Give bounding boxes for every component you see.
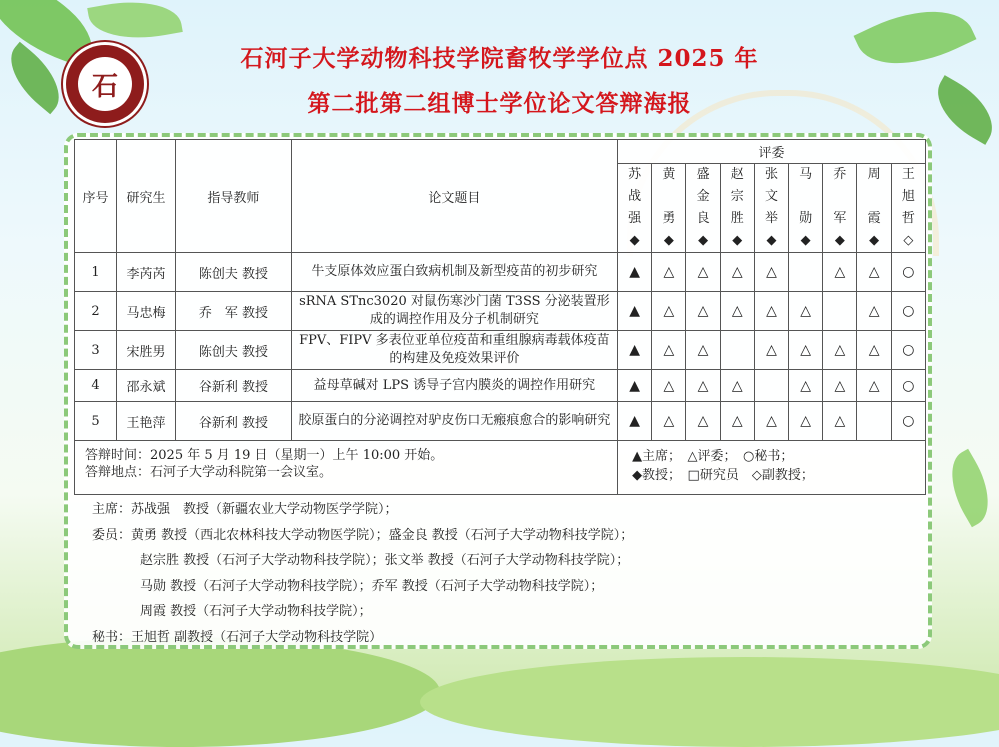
judge-title-mark: ◆ bbox=[629, 233, 640, 248]
committee-members-2: 赵宗胜 教授（石河子大学动物科技学院）；张文举 教授（石河子大学动物科技学院）； bbox=[140, 553, 630, 568]
thesis-topic: FPV、FIPV 多表位亚单位疫苗和重组腺病毒载体疫苗的构建及免疫效果评价 bbox=[291, 331, 617, 370]
logo-emblem: 石 bbox=[78, 57, 132, 111]
role-mark: ○ bbox=[891, 292, 925, 331]
header-advisor: 指导教师 bbox=[176, 140, 292, 253]
header-no: 序号 bbox=[75, 140, 117, 253]
role-mark: ▲ bbox=[618, 253, 652, 292]
judge-title-mark: ◆ bbox=[800, 233, 811, 248]
advisor-name: 陈创夫 教授 bbox=[176, 331, 292, 370]
role-mark: ○ bbox=[891, 253, 925, 292]
role-mark: △ bbox=[823, 402, 857, 441]
judge-title-mark: ◆ bbox=[834, 233, 845, 248]
role-mark bbox=[754, 370, 788, 402]
role-mark: △ bbox=[857, 370, 891, 402]
role-mark: △ bbox=[652, 370, 686, 402]
row-number: 1 bbox=[75, 253, 117, 292]
role-mark: △ bbox=[686, 253, 720, 292]
judge-name: 赵 宗 胜 bbox=[730, 167, 744, 226]
table-row bbox=[75, 331, 926, 370]
content-panel bbox=[64, 133, 932, 649]
role-mark: ▲ bbox=[618, 292, 652, 331]
role-mark: △ bbox=[720, 292, 754, 331]
legend bbox=[618, 441, 926, 495]
committee-chair: 主席：苏战强 教授（新疆农业大学动物医学学院）； bbox=[92, 502, 398, 517]
committee-list bbox=[92, 497, 633, 650]
row-number: 3 bbox=[75, 331, 117, 370]
role-mark: △ bbox=[686, 292, 720, 331]
role-mark: ▲ bbox=[618, 370, 652, 402]
student-name: 王艳萍 bbox=[116, 402, 175, 441]
role-mark: ○ bbox=[891, 402, 925, 441]
table-row bbox=[75, 370, 926, 402]
role-mark: △ bbox=[754, 292, 788, 331]
role-mark bbox=[823, 292, 857, 331]
table-row bbox=[75, 292, 926, 331]
judge-header bbox=[891, 164, 925, 253]
role-mark: ○ bbox=[891, 370, 925, 402]
role-mark bbox=[720, 331, 754, 370]
student-name: 邵永斌 bbox=[116, 370, 175, 402]
page-title-line2: 第二批第二组博士学位论文答辩海报 bbox=[307, 90, 692, 117]
role-mark: △ bbox=[789, 370, 823, 402]
judge-name: 王 旭 哲 bbox=[901, 167, 915, 226]
committee-members-3: 马勋 教授（石河子大学动物科技学院）；乔军 教授（石河子大学动物科技学院）； bbox=[140, 578, 604, 594]
judge-header bbox=[686, 164, 720, 253]
student-name: 马忠梅 bbox=[116, 292, 175, 331]
role-mark: △ bbox=[686, 370, 720, 402]
thesis-topic: sRNA STnc3020 对鼠伤寒沙门菌 T3SS 分泌装置形成的调控作用及分子机制研究 bbox=[291, 292, 617, 331]
judge-header bbox=[754, 164, 788, 253]
role-mark: △ bbox=[754, 402, 788, 441]
row-number: 4 bbox=[75, 370, 117, 402]
role-mark: △ bbox=[754, 331, 788, 370]
role-mark: △ bbox=[652, 331, 686, 370]
defense-schedule-table bbox=[74, 139, 926, 495]
judge-title-mark: ◆ bbox=[663, 233, 674, 248]
role-mark: △ bbox=[857, 292, 891, 331]
role-mark: △ bbox=[720, 370, 754, 402]
role-mark: △ bbox=[720, 402, 754, 441]
thesis-topic: 牛支原体效应蛋白致病机制及新型疫苗的初步研究 bbox=[291, 253, 617, 292]
judge-title-mark: ◆ bbox=[732, 233, 743, 248]
judge-title-mark: ◇ bbox=[903, 233, 914, 248]
judge-header bbox=[720, 164, 754, 253]
judge-header bbox=[652, 164, 686, 253]
role-mark: △ bbox=[857, 331, 891, 370]
table-row bbox=[75, 253, 926, 292]
role-mark: △ bbox=[686, 402, 720, 441]
judge-header bbox=[789, 164, 823, 253]
header-student: 研究生 bbox=[116, 140, 175, 253]
judge-name: 周 霞 bbox=[867, 167, 881, 226]
thesis-topic: 益母草碱对 LPS 诱导子宫内膜炎的调控作用研究 bbox=[291, 370, 617, 402]
header-committee: 评委 bbox=[618, 140, 926, 164]
student-name: 宋胜男 bbox=[116, 331, 175, 370]
page-title-line1: 石河子大学动物科技学院畜牧学学位点 2025 年 bbox=[240, 45, 759, 72]
defense-info bbox=[75, 441, 618, 495]
judge-name: 苏 战 强 bbox=[628, 167, 642, 226]
student-name: 李芮芮 bbox=[116, 253, 175, 292]
defense-place: 答辩地点：石河子大学动科院第一会议室。 bbox=[85, 465, 333, 480]
legend-titles: ◆教授； □研究员 ◇副教授； bbox=[632, 468, 814, 483]
judge-header bbox=[823, 164, 857, 253]
hill-decoration bbox=[420, 657, 999, 747]
role-mark: △ bbox=[652, 402, 686, 441]
judge-title-mark: ◆ bbox=[766, 233, 777, 248]
advisor-name: 陈创夫 教授 bbox=[176, 253, 292, 292]
header-topic: 论文题目 bbox=[291, 140, 617, 253]
role-mark bbox=[857, 402, 891, 441]
committee-members-4: 周霞 教授（石河子大学动物科技学院）； bbox=[140, 604, 372, 619]
role-mark: △ bbox=[720, 253, 754, 292]
role-mark: ▲ bbox=[618, 402, 652, 441]
role-mark: △ bbox=[652, 292, 686, 331]
role-mark: △ bbox=[857, 253, 891, 292]
judge-header bbox=[618, 164, 652, 253]
role-mark: △ bbox=[789, 402, 823, 441]
role-mark: △ bbox=[823, 331, 857, 370]
judge-name: 马 勋 bbox=[799, 167, 813, 226]
role-mark: △ bbox=[823, 370, 857, 402]
role-mark: ▲ bbox=[618, 331, 652, 370]
role-mark: △ bbox=[652, 253, 686, 292]
judge-header bbox=[857, 164, 891, 253]
committee-secretary: 秘书：王旭哲 副教授（石河子大学动物科技学院） bbox=[92, 629, 383, 645]
role-mark: ○ bbox=[891, 331, 925, 370]
role-mark: △ bbox=[789, 331, 823, 370]
thesis-topic: 胶原蛋白的分泌调控对驴皮伤口无瘢痕愈合的影响研究 bbox=[291, 402, 617, 441]
advisor-name: 谷新利 教授 bbox=[176, 402, 292, 441]
role-mark: △ bbox=[789, 292, 823, 331]
role-mark bbox=[789, 253, 823, 292]
row-number: 5 bbox=[75, 402, 117, 441]
defense-time: 答辩时间：2025 年 5 月 19 日（星期一）上午 10:00 开始。 bbox=[85, 448, 444, 463]
role-mark: △ bbox=[823, 253, 857, 292]
role-mark: △ bbox=[754, 253, 788, 292]
leaf-decoration bbox=[937, 449, 999, 528]
judge-title-mark: ◆ bbox=[698, 233, 709, 248]
hill-decoration bbox=[0, 637, 440, 747]
advisor-name: 乔 军 教授 bbox=[176, 292, 292, 331]
judge-name: 盛 金 良 bbox=[696, 167, 710, 226]
judge-name: 黄 勇 bbox=[662, 167, 676, 226]
judge-name: 乔 军 bbox=[833, 167, 847, 226]
advisor-name: 谷新利 教授 bbox=[176, 370, 292, 402]
role-mark: △ bbox=[686, 331, 720, 370]
judge-title-mark: ◆ bbox=[869, 233, 880, 248]
row-number: 2 bbox=[75, 292, 117, 331]
table-row bbox=[75, 402, 926, 441]
committee-members-1: 委员：黄勇 教授（西北农林科技大学动物医学院）；盛金良 教授（石河子大学动物科技学院）； bbox=[92, 527, 634, 543]
judge-name: 张 文 举 bbox=[764, 167, 778, 226]
legend-roles: ▲主席； △评委； ○秘书； bbox=[632, 449, 794, 464]
